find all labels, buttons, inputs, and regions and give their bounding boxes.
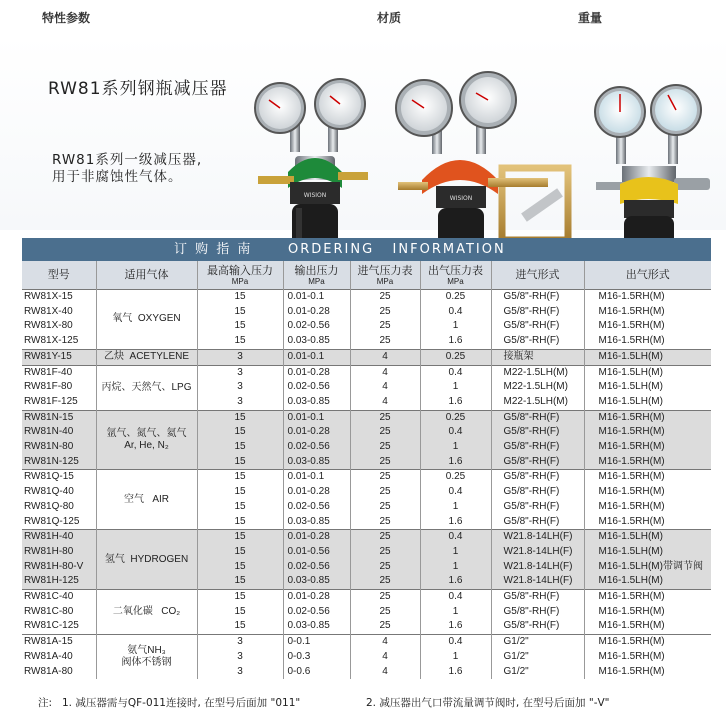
table-cell: 15 [197, 305, 283, 320]
table-cell: 0.03-0.85 [283, 574, 350, 589]
table-cell: 3 [197, 665, 283, 680]
gas-label: 氩气、氮气、氦气 [106, 428, 187, 440]
table-cell: M16-1.5RH(M) [584, 605, 711, 620]
table-cell: 15 [197, 500, 283, 515]
table-cell: 15 [197, 470, 283, 485]
table-cell: 0.01-0.1 [283, 290, 350, 305]
table-cell: 25 [350, 485, 420, 500]
table-cell: 1 [420, 650, 491, 665]
table-cell: M16-1.5RH(M) [584, 619, 711, 634]
table-cell: 25 [350, 290, 420, 305]
note-2: 2. 减压器出气口带流量调节阀时, 在型号后面加 "-V" [366, 697, 610, 709]
table-cell: 0-0.6 [283, 665, 350, 680]
banner-cn: 订 购 指 南 [174, 242, 253, 257]
column-header-label: 出气形式 [625, 269, 670, 281]
table-cell: 0-0.1 [283, 635, 350, 650]
gas-label: 氢气 HYDROGEN [104, 553, 189, 565]
table-cell: RW81N-40 [22, 425, 96, 440]
table-cell: 0.01-0.28 [283, 530, 350, 545]
note-1: 1. 减压器需与QF-011连接时, 在型号后面加 "011" [62, 697, 301, 709]
ordering-banner [22, 238, 711, 261]
column-header-label: 出气压力表 [428, 264, 483, 277]
table-cell: M16-1.5LH(M) [584, 395, 711, 410]
column-header [22, 261, 96, 290]
table-cell: 25 [350, 574, 420, 589]
table-cell: 4 [350, 380, 420, 395]
table-cell: 0.4 [420, 590, 491, 605]
table-cell: 1.6 [420, 334, 491, 349]
brand-label-2: WISION [449, 195, 473, 202]
gas-label: 二氧化碳 CO₂ [112, 606, 181, 618]
table-cell: 0.01-0.28 [283, 590, 350, 605]
table-cell: 3 [197, 349, 283, 365]
table-cell: RW81F-40 [22, 365, 96, 380]
gas-cell [96, 410, 197, 470]
table-cell: M16-1.5RH(M) [584, 334, 711, 349]
table-cell: 1 [420, 500, 491, 515]
column-header-unit: MPa [231, 276, 249, 286]
table-cell: 25 [350, 545, 420, 560]
table-cell: G5/8"-RH(F) [491, 290, 584, 305]
table-cell: RW81C-80 [24, 605, 74, 617]
table-cell: G5/8"-RH(F) [491, 470, 584, 485]
table-cell: RW81X-40 [24, 305, 73, 317]
notes-label: 注: [38, 697, 53, 709]
table-cell: 1.6 [420, 515, 491, 530]
table-cell: M16-1.5RH(M) [584, 590, 711, 605]
table-cell: M16-1.5RH(M) [584, 319, 711, 334]
table-cell: 0.01-0.28 [283, 305, 350, 320]
table-cell: 0.01-0.1 [283, 410, 350, 425]
table-cell: M16-1.5RH(M) [584, 650, 711, 665]
table-cell: 3 [197, 635, 283, 650]
table-row [22, 365, 711, 380]
table-cell: 1 [420, 380, 491, 395]
table-cell: M16-1.5RH(M) [584, 470, 711, 485]
table-cell: 15 [197, 560, 283, 575]
table-cell: M16-1.5RH(M) [584, 665, 711, 680]
table-cell: 0.03-0.85 [283, 515, 350, 530]
spec-heading: 特性参数 [42, 11, 91, 25]
table-cell: M16-1.5LH(M) [584, 574, 711, 589]
table-cell: 1.6 [420, 665, 491, 680]
header-row [22, 261, 711, 290]
table-cell: 0.4 [420, 530, 491, 545]
banner-en: ORDERING INFORMATION [288, 242, 506, 257]
table-cell: RW81A-40 [24, 650, 73, 662]
column-header-label: 型号 [47, 269, 70, 281]
gas-cell [96, 349, 197, 365]
table-cell: M16-1.5LH(M) [584, 349, 711, 365]
table-cell: 1.6 [420, 574, 491, 589]
gas-label: 氧气 OXYGEN [112, 313, 181, 325]
table-cell: G5/8"-RH(F) [491, 619, 584, 634]
table-cell: 15 [197, 515, 283, 530]
table-cell: 0.03-0.85 [283, 334, 350, 349]
table-cell: M16-1.5RH(M) [584, 635, 711, 650]
material-heading: 材质 [377, 11, 402, 25]
table-cell: 0.25 [420, 410, 491, 425]
table-cell: RW81Q-80 [24, 500, 74, 512]
weight-heading: 重量 [578, 11, 603, 25]
table-cell: RW81N-80 [22, 440, 96, 455]
gas-cell [96, 530, 197, 590]
top-header [0, 0, 726, 36]
table-cell: 0.4 [420, 305, 491, 320]
table-cell: M16-1.5RH(M) [584, 440, 711, 455]
column-header [491, 261, 584, 290]
table-cell: 0.25 [420, 349, 491, 365]
table-cell: 25 [350, 319, 420, 334]
table-cell: 1 [420, 545, 491, 560]
table-cell: 15 [197, 290, 283, 305]
table-cell: 25 [350, 470, 420, 485]
table-cell: 25 [350, 455, 420, 470]
table-cell: RW81N-125 [22, 455, 96, 470]
table-row [22, 470, 711, 485]
brand-label-1: WISION [303, 192, 327, 199]
table-cell: 0.25 [420, 470, 491, 485]
table-cell: M16-1.5LH(M) [584, 545, 711, 560]
table-cell: G1/2" [491, 650, 584, 665]
table-cell: M16-1.5LH(M)带调节阀 [584, 560, 711, 575]
table-cell: 4 [350, 395, 420, 410]
table-cell: 4 [350, 665, 420, 680]
column-header-unit: MPa [376, 276, 394, 286]
gas-label: 乙炔 ACETYLENE [103, 351, 190, 363]
gas-label: 空气 AIR [123, 493, 169, 505]
column-header [197, 261, 283, 290]
table-cell: M22-1.5LH(M) [491, 365, 584, 380]
table-cell: G5/8"-RH(F) [491, 605, 584, 620]
table-cell: 4 [350, 349, 420, 365]
table-cell: 0.01-0.28 [283, 365, 350, 380]
column-header [350, 261, 420, 290]
table-cell: RW81F-125 [24, 395, 78, 407]
table-cell: G5/8"-RH(F) [491, 590, 584, 605]
table-cell: 25 [350, 619, 420, 634]
table-cell: RW81Q-125 [24, 515, 80, 527]
series-description [52, 152, 202, 186]
table-cell: 0.02-0.56 [283, 560, 350, 575]
table-cell: W21.8-14LH(F) [491, 545, 584, 560]
table-cell: 25 [350, 305, 420, 320]
table-cell: M22-1.5LH(M) [491, 380, 584, 395]
table-row [22, 410, 711, 425]
table-cell: 25 [350, 500, 420, 515]
table-cell: 0.03-0.85 [283, 395, 350, 410]
column-header [96, 261, 197, 290]
table-cell: 1 [420, 560, 491, 575]
table-cell: G5/8"-RH(F) [491, 305, 584, 320]
table-cell: G5/8"-RH(F) [491, 515, 584, 530]
table-cell: 4 [350, 365, 420, 380]
table-cell: 4 [350, 650, 420, 665]
gas-label: 丙烷、天然气、LPG [101, 381, 192, 393]
table-cell: 0.02-0.56 [283, 605, 350, 620]
table-cell: RW81H-125 [22, 574, 96, 589]
table-cell: 0.02-0.56 [283, 380, 350, 395]
table-cell: M16-1.5LH(M) [584, 530, 711, 545]
table-cell: 25 [350, 410, 420, 425]
table-cell: M16-1.5RH(M) [584, 485, 711, 500]
table-cell: RW81C-40 [22, 590, 96, 605]
table-cell: 3 [197, 380, 283, 395]
table-cell: 0.01-0.56 [283, 545, 350, 560]
table-cell: M16-1.5RH(M) [584, 410, 711, 425]
table-cell: W21.8-14LH(F) [491, 574, 584, 589]
table-cell: 0.01-0.1 [283, 349, 350, 365]
table-cell: M22-1.5LH(M) [491, 395, 584, 410]
table-cell: 25 [350, 560, 420, 575]
table-cell: 0.4 [420, 365, 491, 380]
ordering-table [22, 261, 711, 679]
table-cell: RW81C-125 [24, 620, 79, 632]
table-cell: W21.8-14LH(F) [491, 530, 584, 545]
table-cell: 15 [197, 619, 283, 634]
table-cell: G5/8"-RH(F) [491, 485, 584, 500]
table-cell: 15 [197, 455, 283, 470]
gas-cell [96, 590, 197, 635]
table-cell: M16-1.5RH(M) [584, 455, 711, 470]
table-cell: 0.03-0.85 [283, 619, 350, 634]
table-cell: M16-1.5RH(M) [584, 290, 711, 305]
ordering-table-container [22, 238, 711, 679]
table-cell: 0.25 [420, 290, 491, 305]
table-cell: 15 [197, 530, 283, 545]
table-cell: 15 [197, 319, 283, 334]
table-cell: 15 [197, 410, 283, 425]
table-cell: G1/2" [491, 665, 584, 680]
table-cell: 0.02-0.56 [283, 319, 350, 334]
table-cell: 25 [350, 530, 420, 545]
table-cell: G5/8"-RH(F) [491, 440, 584, 455]
table-cell: 0.02-0.56 [283, 500, 350, 515]
table-cell: 1 [420, 440, 491, 455]
table-cell: 0.4 [420, 635, 491, 650]
table-cell: 0.4 [420, 485, 491, 500]
table-row [22, 590, 711, 605]
table-cell: M16-1.5RH(M) [584, 500, 711, 515]
table-cell: RW81N-15 [22, 410, 96, 425]
column-header-label: 输出压力 [294, 264, 339, 277]
gas-label: Ar, He, N₂ [124, 440, 169, 452]
series-title: RW81系列钢瓶减压器 [48, 79, 228, 99]
product-hero [0, 36, 726, 230]
table-cell: 1.6 [420, 619, 491, 634]
table-cell: 25 [350, 515, 420, 530]
table-cell: RW81Q-15 [22, 470, 96, 485]
table-cell: 15 [197, 334, 283, 349]
table-cell: G5/8"-RH(F) [491, 425, 584, 440]
table-row [22, 349, 711, 365]
table-cell: M16-1.5LH(M) [584, 365, 711, 380]
table-cell: M16-1.5RH(M) [584, 425, 711, 440]
table-cell: 15 [197, 574, 283, 589]
table-cell: 1 [420, 605, 491, 620]
gas-label: 氨气NH₃ [127, 645, 166, 657]
table-cell: 3 [197, 395, 283, 410]
gas-cell [96, 365, 197, 410]
column-header-label: 最高输入压力 [207, 264, 273, 277]
table-cell: G5/8"-RH(F) [491, 500, 584, 515]
table-cell: G5/8"-RH(F) [491, 334, 584, 349]
table-cell: 15 [197, 605, 283, 620]
table-cell: 0.01-0.28 [283, 485, 350, 500]
table-cell: 3 [197, 650, 283, 665]
table-cell: M16-1.5LH(M) [584, 380, 711, 395]
regulator-yellow-image [590, 82, 722, 258]
table-cell: RW81F-80 [24, 381, 73, 393]
table-cell: 0.01-0.1 [283, 470, 350, 485]
gas-cell [96, 635, 197, 680]
column-header-unit: MPa [308, 276, 325, 286]
table-cell: 15 [197, 590, 283, 605]
gas-label: 阀体不锈钢 [121, 657, 172, 669]
table-cell: 15 [197, 425, 283, 440]
table-cell: RW81H-80-V [22, 560, 96, 575]
table-cell: 1.6 [420, 455, 491, 470]
table-cell: 15 [197, 485, 283, 500]
table-cell: W21.8-14LH(F) [491, 560, 584, 575]
table-cell: 接瓶架 [491, 349, 584, 365]
table-cell: M16-1.5RH(M) [584, 515, 711, 530]
table-cell: RW81Q-40 [24, 486, 74, 498]
table-cell: 0-0.3 [283, 650, 350, 665]
table-cell: 3 [197, 365, 283, 380]
table-cell: 4 [350, 635, 420, 650]
description-line-1: RW81系列一级减压器, [52, 152, 203, 168]
column-header [584, 261, 711, 290]
table-cell: 25 [350, 605, 420, 620]
table-body [22, 290, 711, 680]
column-header-unit: MPa [447, 276, 464, 286]
table-cell: RW81X-15 [22, 290, 96, 305]
table-cell: RW81X-80 [24, 320, 73, 332]
table-cell: 0.03-0.85 [283, 455, 350, 470]
table-cell: RW81H-40 [22, 530, 96, 545]
table-cell: 1 [420, 319, 491, 334]
table-cell: M16-1.5RH(M) [584, 305, 711, 320]
table-cell: 0.01-0.28 [283, 425, 350, 440]
table-cell: 25 [350, 590, 420, 605]
column-header [283, 261, 350, 290]
table-cell: G5/8"-RH(F) [491, 455, 584, 470]
table-cell: 1.6 [420, 395, 491, 410]
table-cell: RW81Y-15 [22, 349, 96, 365]
table-header [22, 261, 711, 290]
column-header-label: 进气压力表 [357, 264, 413, 277]
table-row [22, 290, 711, 305]
regulator-orange-image [392, 70, 574, 256]
column-header-label: 适用气体 [124, 269, 169, 281]
table-cell: 15 [197, 545, 283, 560]
gas-cell [96, 290, 197, 350]
table-cell: 25 [350, 334, 420, 349]
column-header [420, 261, 491, 290]
table-cell: 25 [350, 440, 420, 455]
regulator-green-image [250, 76, 380, 256]
table-cell: G5/8"-RH(F) [491, 410, 584, 425]
table-cell: RW81X-125 [24, 335, 79, 347]
table-row [22, 530, 711, 545]
table-cell: 0.02-0.56 [283, 440, 350, 455]
table-cell: RW81H-80 [22, 545, 96, 560]
table-cell: RW81A-15 [22, 635, 96, 650]
table-cell: RW81A-80 [24, 665, 73, 677]
table-cell: 15 [197, 440, 283, 455]
table-cell: G5/8"-RH(F) [491, 319, 584, 334]
table-row [22, 635, 711, 650]
gas-cell [96, 470, 197, 530]
column-header-label: 进气形式 [515, 269, 560, 281]
description-line-2: 用于非腐蚀性气体。 [52, 169, 183, 185]
table-cell: 25 [350, 425, 420, 440]
table-cell: G1/2" [491, 635, 584, 650]
table-cell: 0.4 [420, 425, 491, 440]
